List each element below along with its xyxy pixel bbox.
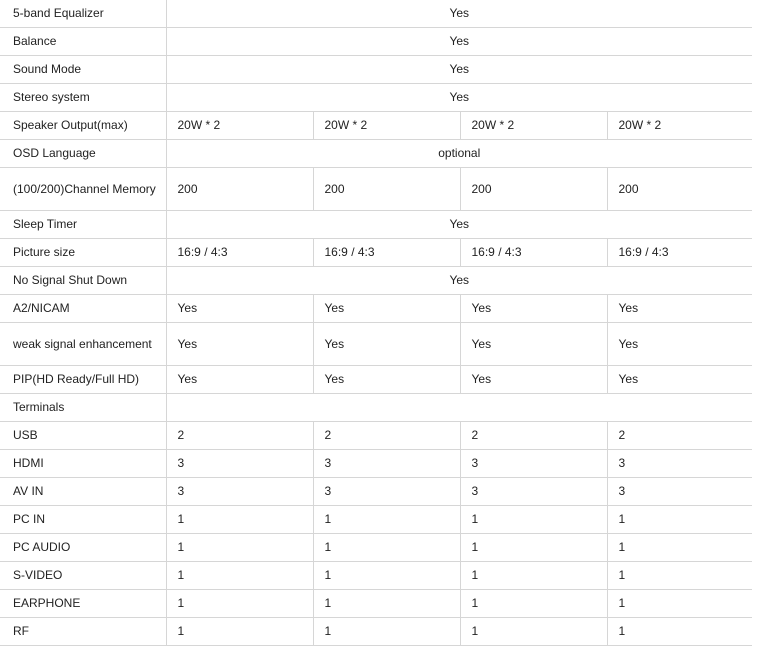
row-value: 1: [313, 562, 460, 590]
table-row: [0, 0, 752, 28]
row-label: No Signal Shut Down: [0, 267, 166, 295]
row-label: (100/200)Channel Memory: [0, 168, 166, 211]
row-value: 3: [166, 478, 313, 506]
row-value: 200: [313, 168, 460, 211]
row-value: Yes: [166, 295, 313, 323]
row-value-merged: Yes: [166, 0, 752, 28]
row-value: 16:9 / 4:3: [460, 239, 607, 267]
table-row: [0, 366, 752, 394]
row-value: 1: [460, 562, 607, 590]
table-row: [0, 323, 752, 366]
row-value: 2: [166, 422, 313, 450]
row-value: 16:9 / 4:3: [166, 239, 313, 267]
row-value: 3: [460, 478, 607, 506]
table-row: [0, 56, 752, 84]
row-label: RF: [0, 618, 166, 646]
row-label: PC IN: [0, 506, 166, 534]
row-value: 3: [607, 450, 752, 478]
row-value: Yes: [607, 295, 752, 323]
row-label: PIP(HD Ready/Full HD): [0, 366, 166, 394]
row-value: 1: [166, 590, 313, 618]
row-value-merged: [166, 394, 752, 422]
table-row: [0, 168, 752, 211]
row-value: 1: [166, 534, 313, 562]
row-value: 3: [166, 450, 313, 478]
row-label: OSD Language: [0, 140, 166, 168]
row-value: Yes: [313, 323, 460, 366]
table-row: [0, 140, 752, 168]
row-value: Yes: [166, 366, 313, 394]
row-label: S-VIDEO: [0, 562, 166, 590]
table-row: [0, 450, 752, 478]
table-row: [0, 478, 752, 506]
row-value: 1: [313, 506, 460, 534]
row-value: 2: [607, 422, 752, 450]
row-value: 20W * 2: [166, 112, 313, 140]
row-value: 1: [607, 618, 752, 646]
row-value: 1: [607, 562, 752, 590]
row-value: 1: [313, 534, 460, 562]
row-value: 3: [313, 450, 460, 478]
row-value: 16:9 / 4:3: [607, 239, 752, 267]
row-value: 1: [460, 506, 607, 534]
row-value: 20W * 2: [607, 112, 752, 140]
row-value: 16:9 / 4:3: [313, 239, 460, 267]
row-value: Yes: [460, 323, 607, 366]
row-value: 20W * 2: [460, 112, 607, 140]
row-label: Terminals: [0, 394, 166, 422]
row-value: 2: [460, 422, 607, 450]
row-label: PC AUDIO: [0, 534, 166, 562]
row-value: 1: [166, 618, 313, 646]
row-label: Picture size: [0, 239, 166, 267]
row-label: USB: [0, 422, 166, 450]
row-value: 3: [460, 450, 607, 478]
row-value-merged: Yes: [166, 56, 752, 84]
row-value: Yes: [460, 295, 607, 323]
row-value: 1: [166, 506, 313, 534]
row-value: 1: [166, 562, 313, 590]
row-label: Sound Mode: [0, 56, 166, 84]
row-value: Yes: [313, 366, 460, 394]
row-label: EARPHONE: [0, 590, 166, 618]
row-label: weak signal enhancement: [0, 323, 166, 366]
row-label: A2/NICAM: [0, 295, 166, 323]
table-row: [0, 267, 752, 295]
table-row: [0, 84, 752, 112]
row-label: HDMI: [0, 450, 166, 478]
row-label: AV IN: [0, 478, 166, 506]
table-row: [0, 590, 752, 618]
table-row: [0, 239, 752, 267]
row-label: Balance: [0, 28, 166, 56]
table-row: [0, 211, 752, 239]
table-row: [0, 562, 752, 590]
row-value-merged: Yes: [166, 211, 752, 239]
row-value: Yes: [313, 295, 460, 323]
table-row: [0, 112, 752, 140]
row-value: Yes: [166, 323, 313, 366]
row-value: 1: [313, 590, 460, 618]
row-value-merged: Yes: [166, 84, 752, 112]
row-value: 200: [166, 168, 313, 211]
row-value: 1: [460, 590, 607, 618]
table-row: [0, 534, 752, 562]
row-value: 20W * 2: [313, 112, 460, 140]
row-value: 3: [607, 478, 752, 506]
row-value: 2: [313, 422, 460, 450]
row-value: 1: [460, 618, 607, 646]
table-row: [0, 506, 752, 534]
table-row: [0, 28, 752, 56]
table-row: [0, 394, 752, 422]
row-value: 1: [607, 534, 752, 562]
row-value-merged: Yes: [166, 267, 752, 295]
row-value: Yes: [460, 366, 607, 394]
row-value: 200: [460, 168, 607, 211]
row-label: Sleep Timer: [0, 211, 166, 239]
row-label: Stereo system: [0, 84, 166, 112]
row-value: 1: [607, 590, 752, 618]
row-value: 3: [313, 478, 460, 506]
row-value: 1: [460, 534, 607, 562]
row-value: 1: [607, 506, 752, 534]
row-value: 200: [607, 168, 752, 211]
row-value-merged: Yes: [166, 28, 752, 56]
row-label: Speaker Output(max): [0, 112, 166, 140]
row-label: 5-band Equalizer: [0, 0, 166, 28]
row-value: Yes: [607, 366, 752, 394]
row-value-merged: optional: [166, 140, 752, 168]
table-row: [0, 618, 752, 646]
table-row: [0, 422, 752, 450]
row-value: Yes: [607, 323, 752, 366]
row-value: 1: [313, 618, 460, 646]
table-row: [0, 295, 752, 323]
